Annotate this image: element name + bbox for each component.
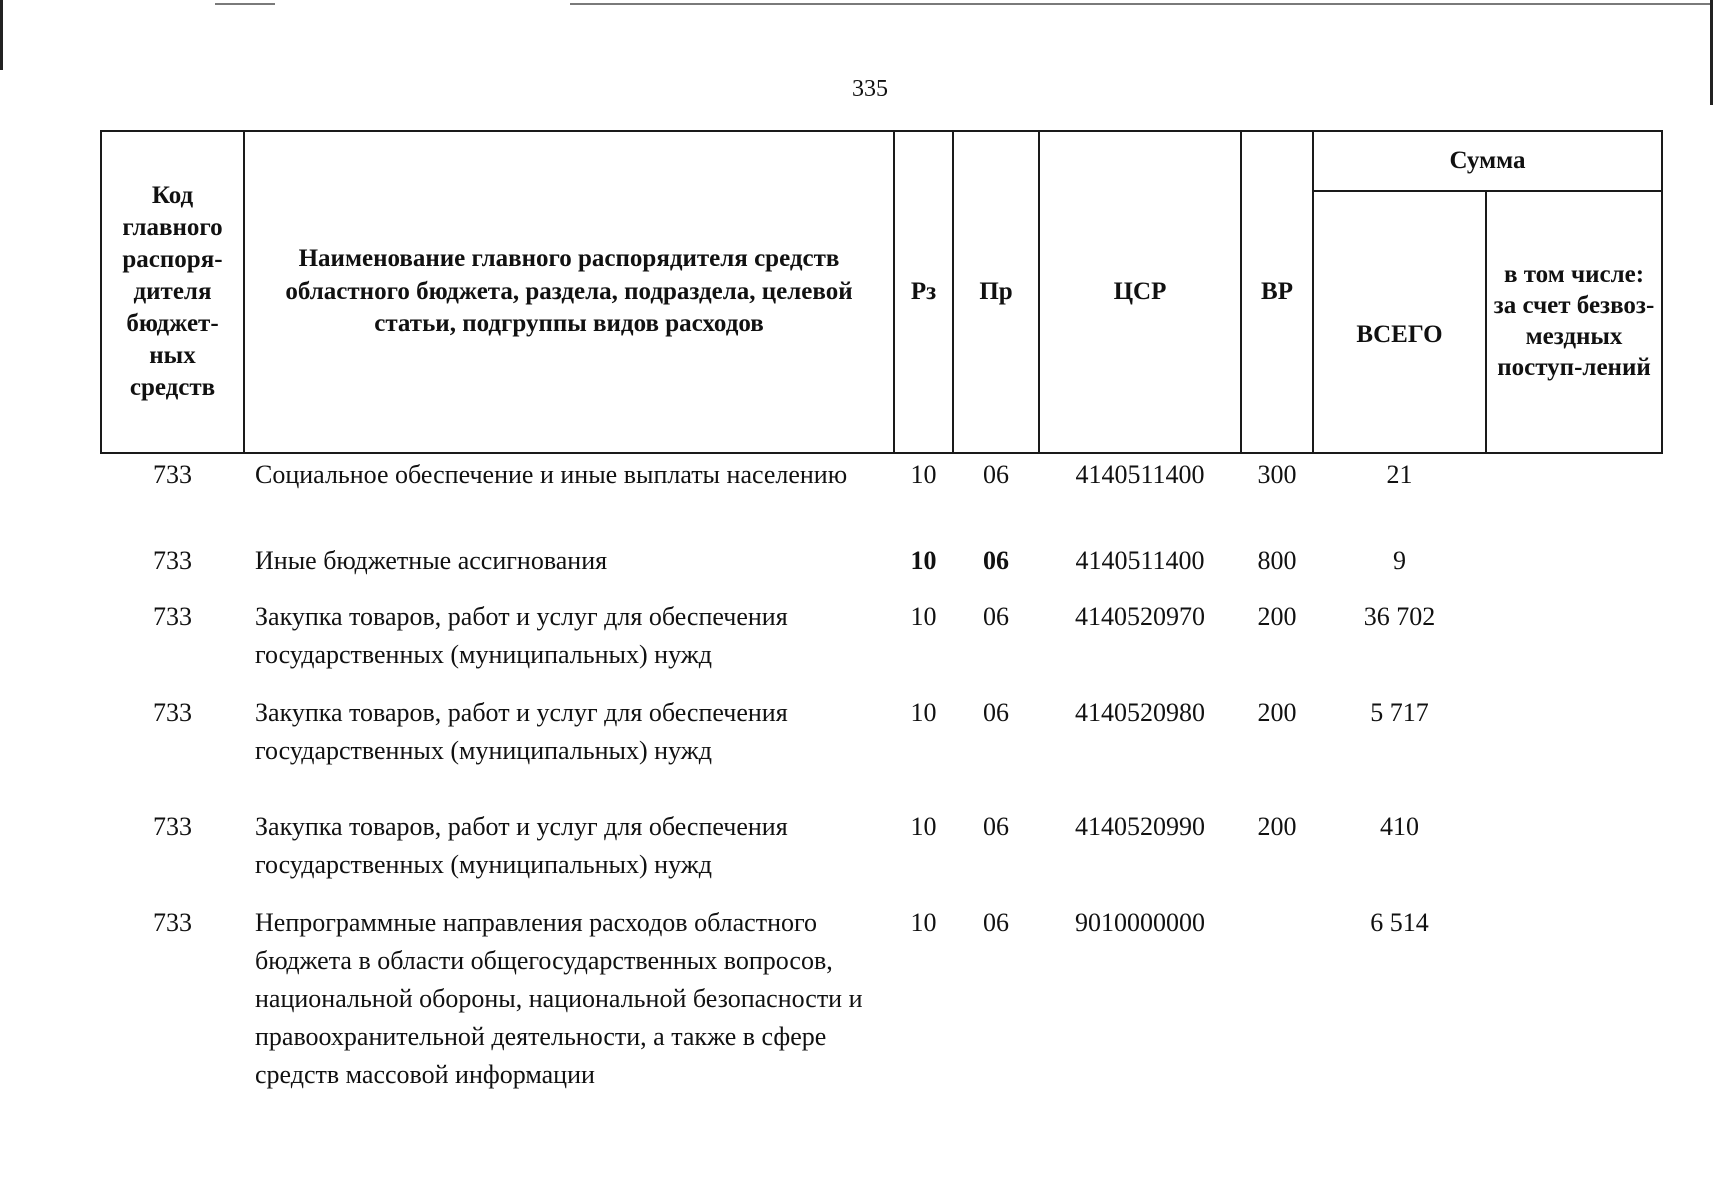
cell-code: 733 (153, 908, 192, 937)
cell-pr: 06 (983, 460, 1009, 489)
cell-name: Закупка товаров, работ и услуг для обеспечения государственных (муниципальных) нужд (255, 812, 788, 879)
cell-vr: 200 (1257, 602, 1297, 631)
cell-csr: 4140511400 (1075, 460, 1205, 489)
cell-rz: 10 (910, 602, 937, 631)
cell-pr: 06 (983, 812, 1009, 841)
table-row (101, 694, 1662, 808)
cell-free (1486, 808, 1662, 904)
cell-csr: 4140520970 (1075, 602, 1205, 631)
cell-vr: 200 (1257, 812, 1297, 841)
table-row (101, 598, 1662, 694)
top-scan-rule-main (570, 3, 1713, 5)
cell-csr: 4140520990 (1075, 812, 1205, 841)
header-code: Код главного распоря-дителя бюджет-ных средств (101, 131, 244, 453)
page-number: 335 (852, 76, 888, 102)
cell-rz: 10 (910, 546, 937, 575)
header-total: ВСЕГО (1313, 191, 1486, 453)
cell-vr: 200 (1257, 698, 1297, 727)
header-vr: ВР (1241, 131, 1313, 453)
top-scan-rule-left (215, 3, 275, 5)
cell-rz: 10 (910, 460, 937, 489)
header-free: в том числе: за счет безвоз-мездных поступ-лений (1486, 191, 1662, 453)
header-sum: Сумма (1313, 131, 1662, 191)
cell-rz: 10 (910, 908, 937, 937)
cell-total: 410 (1380, 812, 1419, 841)
table-row (101, 808, 1662, 904)
cell-total: 5 717 (1370, 698, 1429, 727)
header-name: Наименование главного распорядителя средств областного бюджета, раздела, подраздела, целевой статьи, подгруппы видов расходов (244, 131, 894, 453)
cell-free (1486, 453, 1662, 542)
cell-free (1486, 542, 1662, 598)
cell-code: 733 (153, 812, 192, 841)
cell-code: 733 (153, 602, 192, 631)
cell-total: 36 702 (1363, 602, 1436, 631)
cell-free (1486, 694, 1662, 808)
cell-pr: 06 (983, 546, 1009, 575)
cell-free (1486, 598, 1662, 694)
cell-name: Закупка товаров, работ и услуг для обеспечения государственных (муниципальных) нужд (255, 698, 788, 765)
cell-code: 733 (153, 546, 192, 575)
table-header (101, 131, 1662, 453)
cell-vr: 300 (1257, 460, 1297, 489)
cell-pr: 06 (983, 602, 1009, 631)
cell-name: Социальное обеспечение и иные выплаты населению (255, 460, 848, 489)
cell-total: 9 (1393, 546, 1406, 575)
table-row (101, 542, 1662, 598)
cell-csr: 9010000000 (1075, 908, 1205, 937)
budget-table (100, 130, 1663, 1104)
cell-csr: 4140511400 (1075, 546, 1205, 575)
cell-vr: 800 (1257, 546, 1297, 575)
cell-csr: 4140520980 (1075, 698, 1205, 727)
table-row (101, 904, 1662, 1104)
header-pr: Пр (953, 131, 1039, 453)
cell-vr (1241, 904, 1313, 1104)
cell-total: 6 514 (1370, 908, 1429, 937)
left-scan-edge (0, 0, 3, 70)
cell-free (1486, 904, 1662, 1104)
table-body (101, 453, 1662, 1104)
table-row (101, 453, 1662, 542)
cell-name: Закупка товаров, работ и услуг для обеспечения государственных (муниципальных) нужд (255, 602, 788, 669)
header-rz: Рз (894, 131, 953, 453)
cell-total: 21 (1386, 460, 1413, 489)
cell-rz: 10 (910, 812, 937, 841)
cell-pr: 06 (983, 698, 1009, 727)
cell-pr: 06 (983, 908, 1009, 937)
cell-rz: 10 (910, 698, 937, 727)
header-csr: ЦСР (1039, 131, 1241, 453)
cell-code: 733 (153, 698, 192, 727)
cell-code: 733 (153, 460, 192, 489)
cell-name: Иные бюджетные ассигнования (255, 546, 608, 575)
cell-name: Непрограммные направления расходов областного бюджета в области общегосударственных вопросов, национальной обороны, национальной безопасности и правоохранительной деятельности, а также в сфере средств массовой информации (255, 908, 863, 1089)
